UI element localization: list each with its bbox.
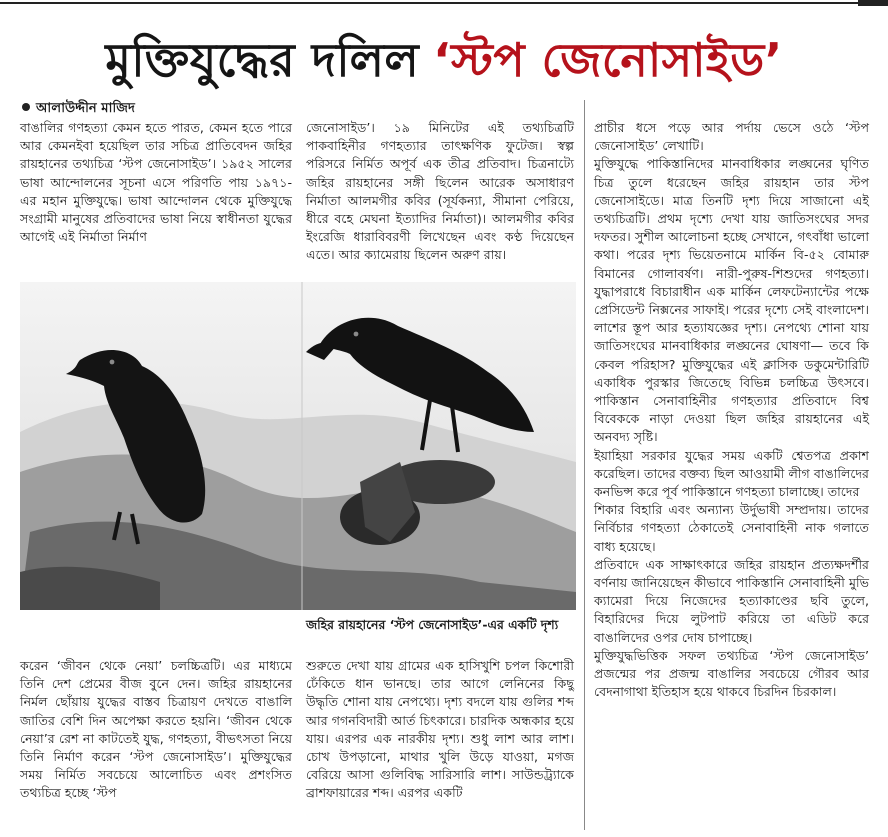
article-bottom-column-1 (20, 657, 292, 803)
column-3-paragraph: মুক্তিযুদ্ধে পাকিস্তানিদের মানবাধিকার লঙ্ঘনের ঘৃণিত চিত্র তুলে ধরেছেন জহির রায়হান তার স্টপ জেনোসাইডে। মাত্র তিনটি দৃশ্য দিয়ে সাজানো এই তথ্যচিত্রটি। প্রথম দৃশ্যে দেখা যায় জাতিসংঘের সদর দফতর। সুশীল আলোচনা হচ্ছে সেখানে, গৎবাঁধা ভালো কথা। পরের দৃশ্য ভিয়েতনামে মার্কিন বি-৫২ বোমারু বিমানের গোলাবর্ষণ। নারী-পুরুষ-শিশুদের গণহত্যা। যুদ্ধাপরাধে বিচারাধীন এক মার্কিন লেফটেন্যান্টের পক্ষে প্রেসিডেন্ট নিক্সনের সাফাই। পরের দৃশ্যে সেই বাংলাদেশ। লাশের স্তূপ আর হত্যাযজ্ঞের দৃশ্য। নেপথ্যে শোনা যায় জাতিসংঘের মানবাধিকার লঙ্ঘনের ঘোষণা— তবে কি কেবল পরিহাস? মুক্তিযুদ্ধের এই ক্লাসিক ডকুমেন্টারিটি একাধিক পুরস্কার জিতেছে বিভিন্ন চলচ্চিত্র উৎসবে। পাকিস্তান সেনাবাহিনীর গণহত্যার প্রতিবাদে বিশ্ব বিবেককে নাড়া দেওয়া ছিল জহির রায়হানের এই অনবদ্য সৃষ্টি। (594, 156, 869, 445)
column-1-text: বাঙালির গণহত্যা কেমন হতে পারত, কেমন হতে পারে আর কেমনইবা হয়েছিল তার সচিত্র প্রাতিবেদন জহির রায়হানের তথ্যচিত্র ‘স্টপ জেনোসাইড’। ১৯৫২ সালের ভাষা আন্দোলনের সূচনা এসে পরিণতি পায় ১৯৭১-এর মহান মুক্তিযুদ্ধে। ভাষা আন্দোলন থেকে মুক্তিযুদ্ধে সংগ্রামী মানুষের প্রতিবাদের ভাষা নিয়ে স্বাধীনতা যুদ্ধের আগেই এই নির্মাতা নির্মাণ (20, 120, 292, 245)
column-3-paragraph: প্রাচীর ধসে পড়ে আর পর্দায় ভেসে ওঠে ‘স্টপ জেনোসাইড’ লেখাটি। (594, 120, 869, 154)
column-divider (584, 100, 585, 830)
bottom-column-1-text: করেন ‘জীবন থেকে নেয়া’ চলচ্চিত্রটি। এর মাধ্যমে তিনি দেশ প্রেমের বীজ বুনে দেন। জহির রায়হানের নির্মল ছোঁয়ায় যুদ্ধের বাস্তব চিত্রায়ণ দেখতে বাঙালি জাতির বেশি দিন অপেক্ষা করতে হয়নি। ‘জীবন থেকে নেয়া’র রেশ না কাটতেই যুদ্ধ, গণহত্যা, বীভৎসতা নিয়ে তিনি নির্মাণ করেন ‘স্টপ জেনোসাইড’। মুক্তিযুদ্ধের সময় নির্মিত সবচেয়ে আলোচিত এবং প্রশংসিত তথ্যচিত্র হচ্ছে ‘স্টপ (20, 658, 292, 801)
bullet-dot-icon (22, 103, 30, 111)
headline-part1: মুক্তিযুদ্ধের দলিল (105, 33, 420, 87)
bottom-column-2-text: শুরুতে দেখা যায় গ্রামের এক হাসিখুশি চপল কিশোরী ঢেঁকিতে ধান ভানছে। তার আগে লেনিনের কিছু উদ্ধৃতি শোনা যায় নেপথ্যে। দৃশ্য বদলে যায় গুলির শব্দ আর গগনবিদারী আর্ত চিৎকারে। চারদিক অন্ধকার হয়ে যায়। এরপর এক নারকীয় দৃশ্য। শুধু লাশ আর লাশ। চোখ উপড়ানো, মাথার খুলি উড়ে যাওয়া, মগজ বেরিয়ে আসা গুলিবিদ্ধ সারিসারি লাশ। সাউন্ডট্র্যাকে ব্রাশফায়ারের শব্দ। এরপর একটি (306, 658, 574, 801)
byline-author: আলাউদ্দীন মাজিদ (36, 101, 135, 116)
column-3-paragraph: প্রতিবাদে এক সাক্ষাৎকারে জহির রায়হান প্রত্যক্ষদর্শীর বর্ণনায় জানিয়েছেন কীভাবে পাকিস্তানি সেনাবাহিনী মুভি ক্যামেরা দিয়ে নিজেদের হত্যাকাণ্ডের ছবি তুলে, বিহারিদের দিয়ে লুটপাট করিয়ে তা এডিট করে বাঙালিদের ওপর দোষ চাপাচ্ছে। (594, 556, 869, 645)
headline (0, 22, 888, 98)
column-3-paragraph: শিকার বিহারি এবং অন্যান্য উর্দুভাষী সম্প্রদায়। তাদের নির্বিচার গণহত্যা ঠেকাতেই সেনাবাহিনী নাক গলাতে বাধ্য হয়েছে। (594, 502, 869, 554)
article-column-2 (306, 119, 574, 265)
photo-caption: জহির রায়হানের ‘স্টপ জেনোসাইড’-এর একটি দৃশ্য (306, 617, 559, 632)
top-rule (0, 0, 888, 6)
article-column-1 (20, 119, 292, 246)
article-photo-crows (20, 282, 576, 610)
headline-part2: ‘স্টপ জেনোসাইড’ (433, 33, 783, 87)
column-3-paragraph: মুক্তিযুদ্ধভিত্তিক সফল তথ্যচিত্র ‘স্টপ জেনোসাইড’ প্রজন্মের পর প্রজন্ম বাঙালির সবচেয়ে গৌরব আর বেদনাগাথা ইতিহাস হয়ে থাকবে চিরদিন চিরকাল। (594, 647, 869, 700)
column-3-paragraph: ইয়াহিয়া সরকার যুদ্ধের সময় একটি শ্বেতপত্র প্রকাশ করেছিল। তাদের বক্তব্য ছিল আওয়ামী লীগ বাঙালিদের কনভিন্স করে পূর্ব পাকিস্তানে গণহত্যা চালাচ্ছে। তাদের (594, 447, 869, 500)
article-column-3 (594, 119, 869, 702)
column-2-text: জেনোসাইড’। ১৯ মিনিটের এই তথ্যচিত্রটি পাকবাহিনীর গণহত্যার তাৎক্ষণিক ফুটেজ। স্বল্প পরিসরে নির্মিত অপূর্ব এক তীব্র প্রতিবাদ। চিত্রনাট্যে জহির রায়হানের সঙ্গী ছিলেন আরেক অসাধারণ নির্মাতা আলমগীর কবির (সূর্যকন্যা, সীমানা পেরিয়ে, ধীরে বহে মেঘনা ইত্যাদির নির্মাতা)। আলমগীর কবির ইংরেজি ধারাবিবরণী লিখেছেন এবং কণ্ঠ দিয়েছেন এতে। আর ক্যামেরায় ছিলেন অরুণ রায়। (306, 120, 574, 263)
top-rule-line (0, 2, 888, 4)
byline (22, 99, 135, 119)
article-bottom-column-2 (306, 657, 574, 803)
top-rule-cap (858, 0, 888, 6)
